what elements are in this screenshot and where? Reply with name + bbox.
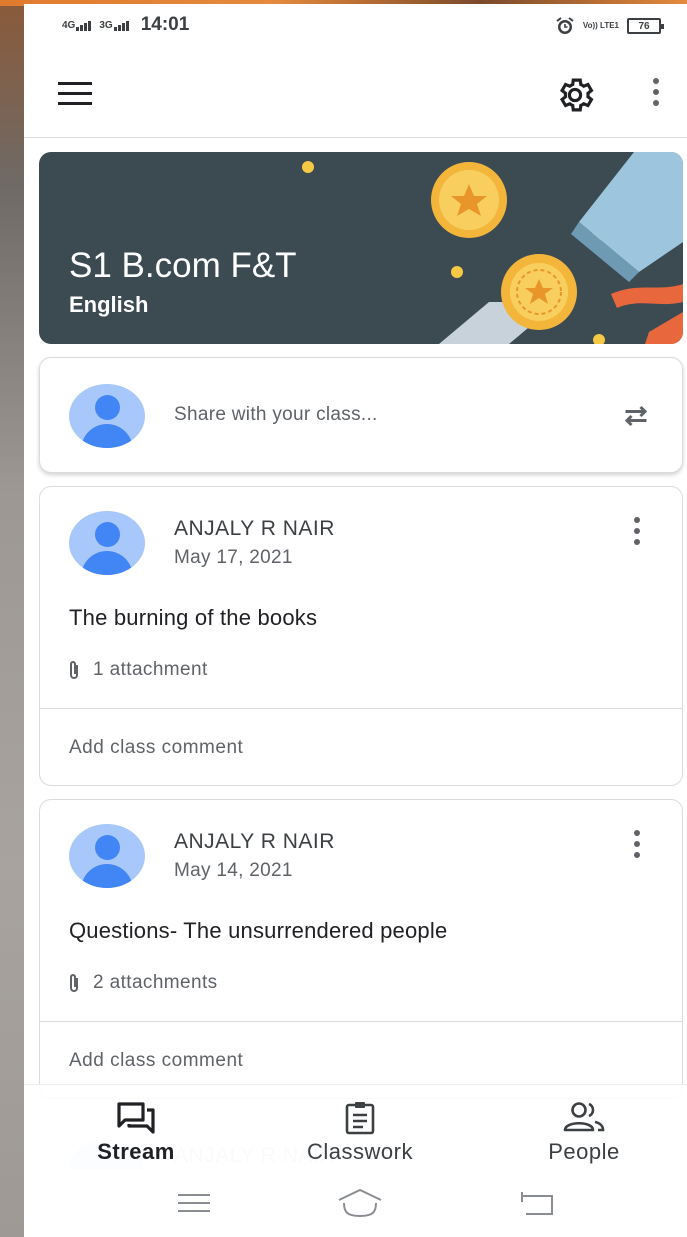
battery-icon [627,18,661,34]
status-left [62,14,189,36]
add-comment-button[interactable]: Add class comment [69,737,244,758]
avatar [69,511,145,575]
background-strip [0,0,24,1237]
network-type-1: 4G [62,19,76,31]
divider [40,708,682,709]
share-card[interactable] [39,357,683,473]
status-bar [24,4,687,48]
tab-stream[interactable] [80,1085,192,1171]
status-time: 14:01 [140,14,190,35]
recent-apps-icon[interactable] [170,1188,218,1218]
bottom-navigation [24,1084,687,1170]
add-comment-button[interactable]: Add class comment [69,1050,244,1071]
status-right [555,16,661,36]
hamburger-menu-icon[interactable] [58,82,92,106]
share-input[interactable]: Share with your class... [174,404,378,425]
post-attachments[interactable] [67,659,208,681]
tab-stream-label: Stream [97,1139,175,1164]
gear-icon[interactable] [554,74,596,116]
signal-3g-icon [99,20,128,31]
class-title: S1 B.com F&T [69,246,297,285]
more-vert-icon[interactable] [646,78,666,112]
class-subject: English [69,292,149,317]
system-navigation-bar [24,1170,687,1237]
home-icon[interactable] [336,1188,384,1218]
repost-icon[interactable] [618,398,654,434]
paperclip-icon [67,972,81,994]
classwork-icon [343,1101,377,1135]
post-title[interactable]: Questions- The unsurrendered people [69,918,448,943]
stream-post[interactable] [39,799,683,1099]
tab-people-label: People [548,1139,620,1164]
post-attachments[interactable] [67,972,218,994]
post-author: ANJALY R NAIR [174,830,335,853]
post-more-icon[interactable] [627,517,647,551]
tab-classwork-label: Classwork [307,1139,413,1164]
phone-screen [24,4,687,1237]
volte-label: Vo)) LTE1 [582,21,619,30]
signal-4g-icon [62,20,91,31]
alarm-icon [555,16,575,36]
network-type-2: 3G [99,19,113,31]
attachment-count: 2 attachments [93,972,218,993]
volte-icon [583,22,619,30]
tab-classwork[interactable] [286,1085,434,1171]
post-title[interactable]: The burning of the books [69,605,318,630]
back-icon[interactable] [514,1188,562,1218]
post-date: May 17, 2021 [174,547,293,568]
stream-post[interactable] [39,486,683,786]
post-more-icon[interactable] [627,830,647,864]
post-date: May 14, 2021 [174,860,293,881]
avatar [69,824,145,888]
app-bar [24,48,687,138]
paperclip-icon [67,659,81,681]
stream-icon [116,1101,156,1135]
tab-people[interactable] [530,1085,638,1171]
class-banner[interactable] [39,152,683,344]
people-icon [562,1101,606,1133]
avatar [69,384,145,448]
attachment-count: 1 attachment [93,659,208,680]
post-author: ANJALY R NAIR [174,517,335,540]
divider [40,1021,682,1022]
battery-level: 76 [638,20,650,32]
